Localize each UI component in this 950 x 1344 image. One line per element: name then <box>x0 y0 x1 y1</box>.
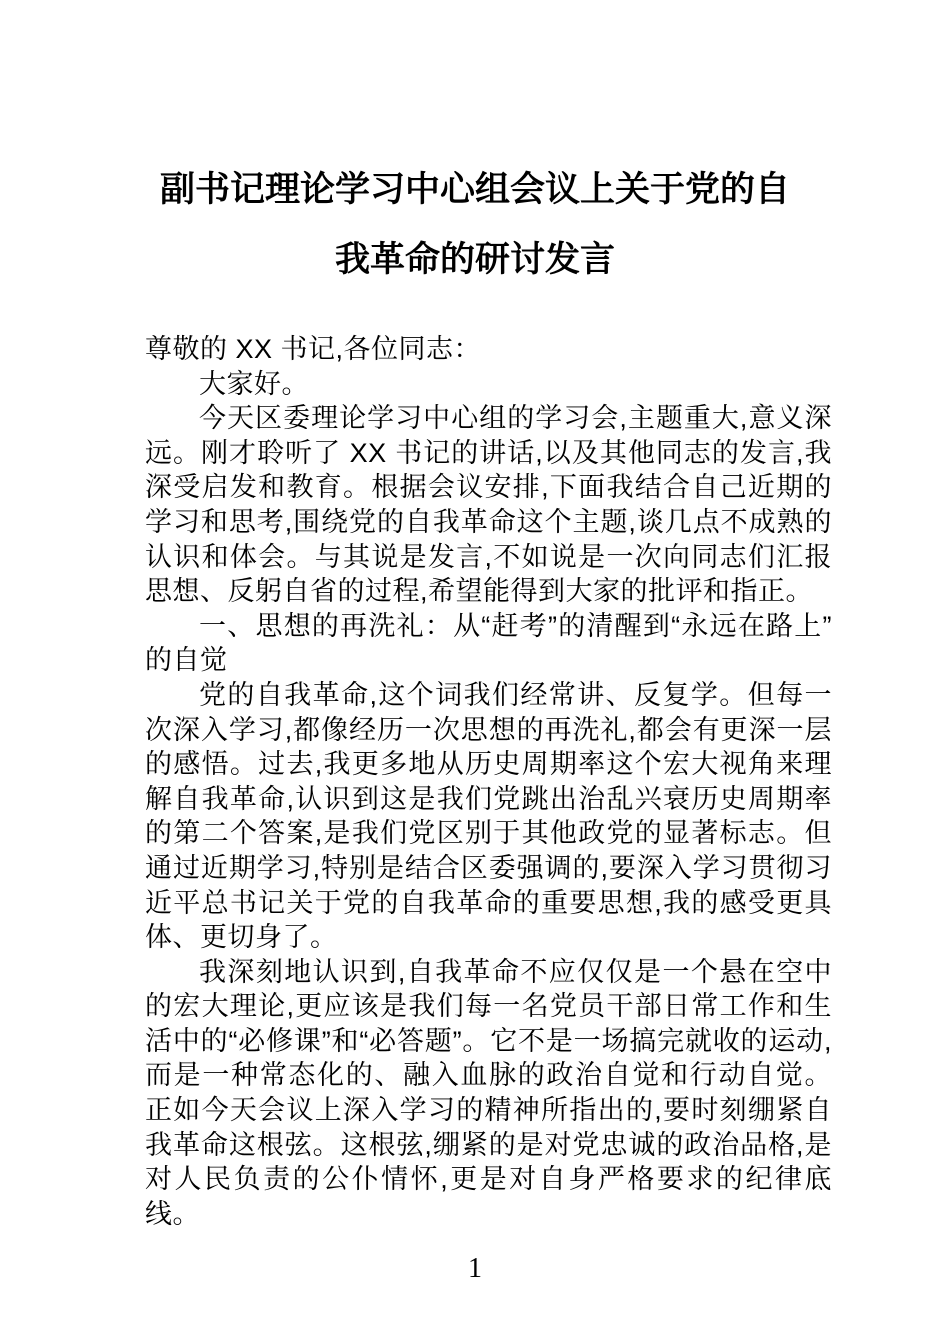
paragraph: 我深刻地认识到,自我革命不应仅仅是一个悬在空中的宏大理论,更应该是我们每一名党员干部日常工作和生活中的“必修课”和“必答题”。它不是一场搞完就收的运动,而是一种常态化的、融入血脉的政治自觉和行动自觉。正如今天会议上深入学习的精神所指出的,要时刻绷紧自我革命这根弦。这根弦,绷紧的是对党忠诚的政治品格,是对人民负责的公仆情怀,更是对自身严格要求的纪律底线。 <box>145 956 832 1229</box>
section-heading: 一、思想的再洗礼：从“赶考”的清醒到“永远在路上”的自觉 <box>145 610 832 676</box>
document-title <box>0 155 950 295</box>
paragraph: 党的自我革命,这个词我们经常讲、反复学。但每一次深入学习,都像经历一次思想的再洗礼,都会有更深一层的感悟。过去,我更多地从历史周期率这个宏大视角来理解自我革命,认识到这是我们党跳出治乱兴衰历史周期率的第二个答案,是我们党区别于其他政党的显著标志。但通过近期学习,特别是结合区委强调的,要深入学习贯彻习近平总书记关于党的自我革命的重要思想,我的感受更具体、更切身了。 <box>145 679 832 953</box>
document-title-line-1: 副书记理论学习中心组会议上关于党的自 <box>159 170 790 209</box>
document-body <box>145 332 832 1231</box>
opening-paragraph: 今天区委理论学习中心组的学习会,主题重大,意义深远。刚才聆听了 XX 书记的讲话,以及其他同志的发言,我深受启发和教育。根据会议安排,下面我结合自己近期的学习和思考,围绕党的自我革命这个主题,谈几点不成熟的认识和体会。与其说是发言,不如说是一次向同志们汇报思想、反躬自省的过程,希望能得到大家的批评和指正。 <box>145 403 832 607</box>
greeting-paragraph: 大家好。 <box>199 368 309 399</box>
document-title-line-2: 我革命的研讨发言 <box>334 240 615 279</box>
salutation: 尊敬的 XX 书记,各位同志： <box>145 334 482 364</box>
page-number: 1 <box>468 1253 482 1285</box>
